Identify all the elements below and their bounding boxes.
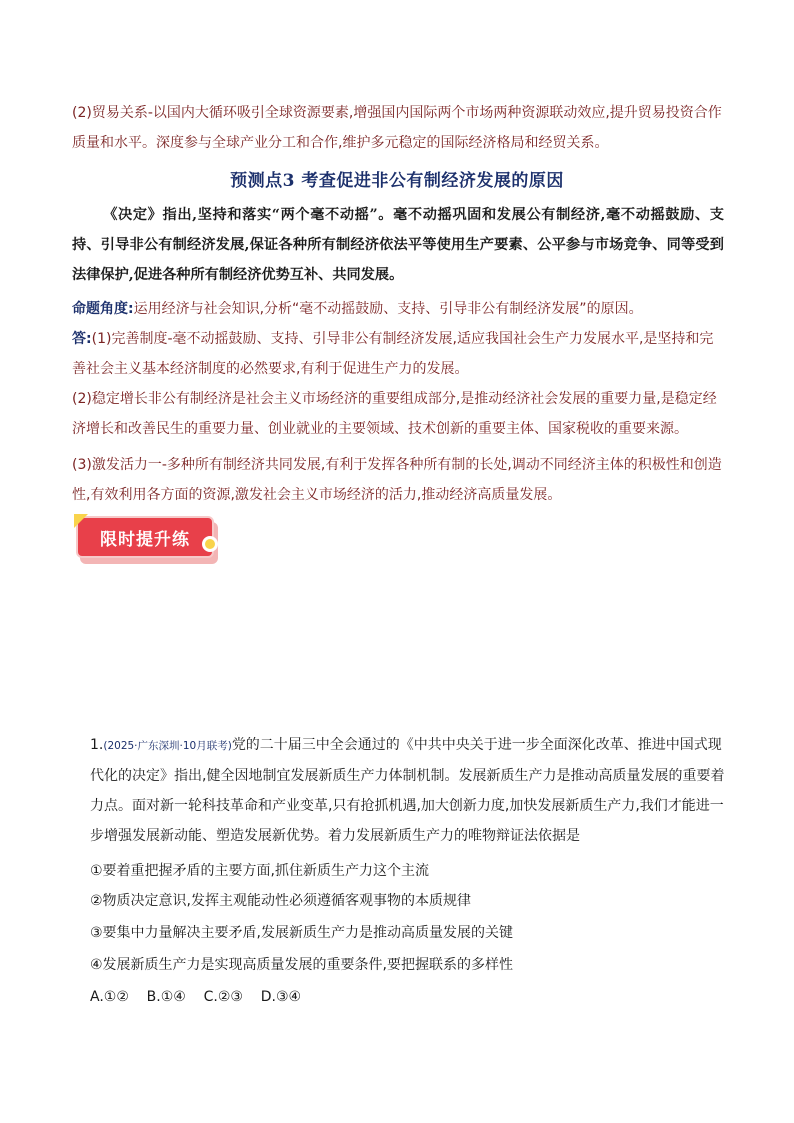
banner-corner-decoration	[74, 514, 88, 528]
answer-2-paragraph: (2)稳定增长非公有制经济是社会主义市场经济的重要组成部分,是推动经济社会发展的重要力量,是稳定经济增长和改善民生的重要力量、创业就业的主要领域、技术创新的重要主体、国家税收的重要来源。	[72, 391, 717, 437]
question-stem	[90, 730, 730, 851]
answer-1-text: (1)完善制度-毫不动摇鼓励、支持、引导非公有制经济发展,适应我国社会生产力发展水平,是坚持和完善社会主义基本经济制度的必然要求,有利于促进生产力的发展。	[72, 331, 714, 377]
trade-relation-paragraph: (2)贸易关系-以国内大循环吸引全球资源要素,增强国内国际两个市场两种资源联动效应,提升贸易投资合作质量和水平。深度参与全球产业分工和合作,维护多元稳定的国际经济格局和经贸关系。	[72, 105, 722, 151]
question-number: 1.	[90, 737, 104, 753]
option-1: ①要着重把握矛盾的主要方面,抓住新质生产力这个主流	[90, 863, 429, 879]
banner-label: 限时提升练	[100, 529, 190, 550]
answer-label: 答:	[72, 331, 92, 347]
question-stem-text: 党的二十届三中全会通过的《中共中央关于进一步全面深化改革、推进中国式现代化的决定》指出,健全因地制宜发展新质生产力体制机制。发展新质生产力是推动高质量发展的重要着力点。面对新一轮科技革命和产业变革,只有抢抓机遇,加大创新力度,加快发展新质生产力,我们才能进一步增强发展新动能、塑造发展新优势。着力发展新质生产力的唯物辩证法依据是	[90, 737, 725, 844]
banner-body	[76, 516, 214, 558]
answer-1-paragraph	[72, 324, 724, 384]
question-source: (2025·广东深圳·10月联考)	[103, 740, 232, 752]
angle-paragraph	[72, 294, 724, 324]
option-4: ④发展新质生产力是实现高质量发展的重要条件,要把握联系的多样性	[90, 957, 513, 973]
option-2: ②物质决定意识,发挥主观能动性必须遵循客观事物的本质规律	[90, 893, 471, 909]
banner-dot-decoration	[202, 536, 218, 552]
angle-label: 命题角度:	[72, 301, 134, 317]
answer-choices: A.①② B.①④ C.②③ D.③④	[90, 989, 302, 1005]
angle-text: 运用经济与社会知识,分析“毫不动摇鼓励、支持、引导非公有制经济发展”的原因。	[133, 301, 643, 317]
answer-3-paragraph: (3)激发活力一-多种所有制经济共同发展,有利于发挥各种所有制的长处,调动不同经济主体的积极性和创造性,有效利用各方面的资源,激发社会主义市场经济的活力,推动经济高质量发展。	[72, 457, 722, 503]
decision-quote-paragraph: 《决定》指出,坚持和落实“两个毫不动摇”。毫不动摇巩固和发展公有制经济,毫不动摇鼓励、支持、引导非公有制经济发展,保证各种所有制经济依法平等使用生产要素、公平参与市场竞争、同等受到法律保护,促进各种所有制经济优势互补、共同发展。	[72, 207, 724, 283]
option-3: ③要集中力量解决主要矛盾,发展新质生产力是推动高质量发展的关键	[90, 925, 513, 941]
practice-banner	[74, 514, 234, 574]
section-heading: 预测点3 考查促进非公有制经济发展的原因	[230, 171, 564, 191]
